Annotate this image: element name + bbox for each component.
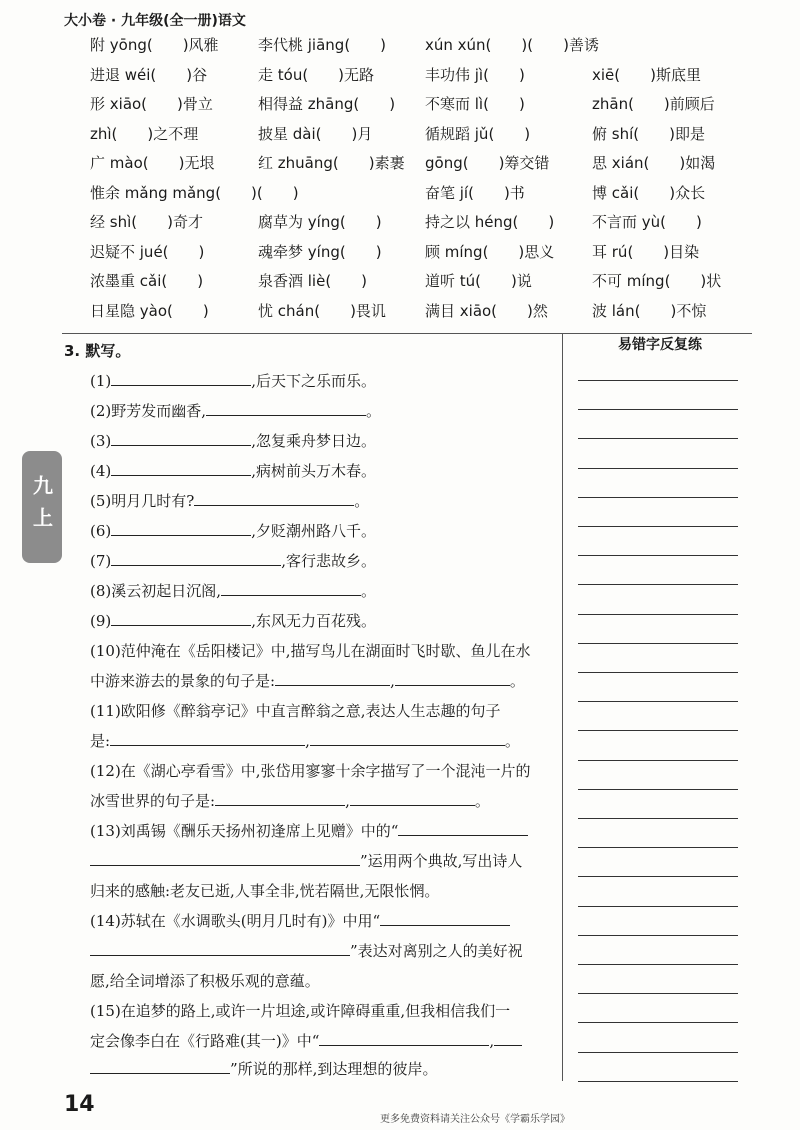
pinyin-item: 进退 wéi( )谷 — [90, 65, 208, 84]
q15-text: 定会像李白在《行路难(其一)》中“ — [90, 1032, 320, 1050]
practice-line[interactable] — [578, 584, 738, 585]
q9-blank[interactable] — [111, 611, 251, 626]
question-15-line3 — [90, 1058, 437, 1079]
page-number: 14 — [64, 1092, 95, 1117]
q13-text: (13)刘禹锡《酬乐天扬州初逢席上见赠》中的“ — [90, 822, 399, 840]
q11-text: 是: — [90, 732, 111, 750]
question-13-line3: 归来的感触:老友已逝,人事全非,恍若隔世,无限怅惘。 — [90, 882, 440, 900]
practice-line[interactable] — [578, 643, 738, 644]
q4-blank[interactable] — [111, 461, 251, 476]
q12-blank-2[interactable] — [350, 791, 475, 806]
practice-line[interactable] — [578, 614, 738, 615]
q9-text: ,东风无力百花残。 — [251, 612, 377, 630]
question-15-line2 — [90, 1030, 522, 1051]
q15-blank-1[interactable] — [319, 1031, 489, 1046]
pinyin-item: 循规蹈 jǔ( ) — [425, 124, 531, 143]
q14-text: (14)苏轼在《水调歌头(明月几时有)》中用“ — [90, 912, 381, 930]
question-14-line3: 愿,给全词增添了积极乐观的意蕴。 — [90, 972, 320, 990]
q4-text: ,病树前头万木春。 — [251, 462, 377, 480]
q15-text-2: ”所说的那样,到达理想的彼岸。 — [230, 1060, 438, 1078]
q10-blank-1[interactable] — [275, 671, 390, 686]
question-14-line1 — [90, 910, 510, 931]
pinyin-item: 形 xiāo( )骨立 — [90, 95, 213, 113]
question-13-line1 — [90, 820, 528, 841]
pinyin-item: gōng( )筹交错 — [425, 154, 550, 172]
practice-line[interactable] — [578, 847, 738, 848]
pinyin-item: xiē( )斯底里 — [592, 65, 701, 84]
q2-blank[interactable] — [206, 401, 366, 416]
pinyin-item: 附 yōng( )风雅 — [90, 36, 219, 54]
pinyin-item: 顾 míng( )思义 — [425, 242, 555, 261]
pinyin-item: 思 xián( )如渴 — [592, 154, 716, 172]
question-7 — [90, 550, 376, 571]
question-10-line1: (10)范仲淹在《岳阳楼记》中,描写鸟儿在湖面时飞时歇、鱼儿在水 — [90, 642, 531, 660]
q9-num: (9) — [90, 612, 112, 630]
q15-blank-2b[interactable] — [90, 1059, 230, 1074]
practice-line[interactable] — [578, 906, 738, 907]
q15-sep: , — [489, 1032, 495, 1050]
pinyin-item: 丰功伟 jì( ) — [425, 65, 525, 84]
q14-blank-2[interactable] — [90, 941, 350, 956]
question-4 — [90, 460, 376, 481]
q3-num: (3) — [90, 432, 112, 450]
pinyin-exercise-grid — [0, 0, 800, 330]
pinyin-item: 迟疑不 jué( ) — [90, 242, 205, 261]
q7-blank[interactable] — [111, 551, 281, 566]
q11-blank-1[interactable] — [110, 731, 305, 746]
pinyin-item: 奋笔 jí( )书 — [425, 183, 525, 202]
pinyin-item: 魂牵梦 yíng( ) — [258, 242, 382, 261]
q15-blank-2a[interactable] — [494, 1031, 522, 1046]
practice-line[interactable] — [578, 555, 738, 556]
practice-line[interactable] — [578, 1022, 738, 1023]
question-8 — [90, 580, 376, 601]
pinyin-item: 广 mào( )无垠 — [90, 154, 215, 172]
q10-blank-2[interactable] — [395, 671, 510, 686]
pinyin-item: 日星隐 yào( ) — [90, 301, 209, 320]
question-15-line1: (15)在追梦的路上,或许一片坦途,或许障碍重重,但我相信我们一 — [90, 1002, 511, 1020]
q6-blank[interactable] — [111, 521, 251, 536]
pinyin-item: 披星 dài( )月 — [258, 124, 373, 143]
pinyin-item: zhān( )前顾后 — [592, 95, 715, 113]
pinyin-item: 波 lán( )不惊 — [592, 301, 707, 320]
book-title: 大小卷 · 九年级(全一册)语文 — [64, 13, 246, 29]
practice-line[interactable] — [578, 993, 738, 994]
pinyin-item: xún xún( )( )善诱 — [425, 36, 599, 54]
q3-blank[interactable] — [111, 431, 251, 446]
pinyin-item: 忧 chán( )畏讥 — [258, 301, 386, 320]
pinyin-item: 不可 míng( )状 — [592, 272, 722, 290]
q3-text: ,忽复乘舟梦日边。 — [251, 432, 377, 450]
pinyin-item: 腐草为 yíng( ) — [258, 213, 382, 231]
q1-num: (1) — [90, 372, 112, 390]
q12-sep: , — [345, 792, 350, 810]
q11-sep: , — [305, 732, 310, 750]
pinyin-item: 博 cǎi( )众长 — [592, 183, 706, 202]
pinyin-item: 俯 shí( )即是 — [592, 124, 705, 143]
pinyin-item: 道听 tú( )说 — [425, 272, 532, 290]
q10-sep: , — [390, 672, 395, 690]
practice-line[interactable] — [578, 438, 738, 439]
practice-line[interactable] — [578, 935, 738, 936]
pinyin-item: 经 shì( )奇才 — [90, 213, 203, 231]
pinyin-item: 红 zhuāng( )素裹 — [258, 154, 405, 172]
question-3 — [90, 430, 376, 451]
practice-line[interactable] — [578, 380, 738, 381]
practice-line[interactable] — [578, 701, 738, 702]
q4-num: (4) — [90, 462, 112, 480]
q5-blank[interactable] — [194, 491, 354, 506]
q10-end: 。 — [509, 672, 525, 690]
question-11-line2 — [90, 730, 520, 751]
grade-side-tab — [22, 451, 62, 563]
column-divider — [562, 333, 563, 1081]
pinyin-item: 持之以 héng( ) — [425, 213, 555, 231]
q8-blank[interactable] — [221, 581, 361, 596]
q2-text: (2)野芳发而幽香, — [90, 402, 207, 420]
q12-end: 。 — [474, 792, 490, 810]
q6-text: ,夕贬潮州路八千。 — [251, 522, 377, 540]
practice-line[interactable] — [578, 526, 738, 527]
q6-num: (6) — [90, 522, 112, 540]
practice-column-title: 易错字反复练 — [618, 337, 702, 353]
q5-end: 。 — [354, 492, 370, 510]
pinyin-item: 相得益 zhāng( ) — [258, 95, 396, 113]
q13-blank-1[interactable] — [398, 821, 528, 836]
practice-line[interactable] — [578, 964, 738, 965]
q5-text: (5)明月几时有? — [90, 492, 195, 510]
practice-line[interactable] — [578, 468, 738, 469]
q8-text: (8)溪云初起日沉阁, — [90, 582, 222, 600]
practice-line[interactable] — [578, 409, 738, 410]
practice-line[interactable] — [578, 818, 738, 819]
practice-line[interactable] — [578, 1081, 738, 1082]
practice-line[interactable] — [578, 497, 738, 498]
practice-line[interactable] — [578, 789, 738, 790]
practice-lines — [578, 350, 738, 1090]
question-11-line1: (11)欧阳修《醉翁亭记》中直言醉翁之意,表达人生志趣的句子 — [90, 702, 501, 720]
question-12-line1: (12)在《湖心亭看雪》中,张岱用寥寥十余字描写了一个混沌一片的 — [90, 762, 531, 780]
pinyin-item: 不寒而 lì( ) — [425, 95, 525, 113]
question-1 — [90, 370, 376, 391]
pinyin-item: 泉香酒 liè( ) — [258, 272, 368, 290]
practice-line[interactable] — [578, 876, 738, 877]
q13-text-2: ”运用两个典故,写出诗人 — [360, 852, 523, 870]
pinyin-item: 惟余 mǎng mǎng( )( ) — [90, 183, 299, 202]
question-5 — [90, 490, 369, 511]
practice-line[interactable] — [578, 730, 738, 731]
q11-blank-2[interactable] — [310, 731, 505, 746]
practice-line[interactable] — [578, 1052, 738, 1053]
q1-blank[interactable] — [111, 371, 251, 386]
q8-end: 。 — [361, 582, 377, 600]
question-10-line2 — [90, 670, 525, 691]
practice-line[interactable] — [578, 672, 738, 673]
q12-text: 冰雪世界的句子是: — [90, 792, 216, 810]
q13-blank-2[interactable] — [90, 851, 360, 866]
pinyin-item: 不言而 yù( ) — [592, 213, 702, 231]
practice-line[interactable] — [578, 760, 738, 761]
question-12-line2 — [90, 790, 490, 811]
q7-text: ,客行悲故乡。 — [281, 552, 377, 570]
q10-text: 中游来游去的景象的句子是: — [90, 672, 276, 690]
question-2 — [90, 400, 381, 421]
q14-blank-1[interactable] — [380, 911, 510, 926]
q11-end: 。 — [504, 732, 520, 750]
question-14-line2 — [90, 940, 523, 961]
question-6 — [90, 520, 376, 541]
q1-text: ,后天下之乐而乐。 — [251, 372, 377, 390]
footer-note: 更多免费资料请关注公众号《学霸乐学园》 — [380, 1114, 570, 1125]
pinyin-item: 走 tóu( )无路 — [258, 65, 375, 84]
pinyin-item: 浓墨重 cǎi( ) — [90, 272, 204, 290]
pinyin-item: 满目 xiāo( )然 — [425, 301, 548, 320]
q14-text-2: ”表达对离别之人的美好祝 — [350, 942, 523, 960]
q2-end: 。 — [366, 402, 382, 420]
q7-num: (7) — [90, 552, 112, 570]
grade-side-tab-label: 九上 — [29, 475, 54, 539]
pinyin-item: 耳 rú( )目染 — [592, 242, 700, 261]
pinyin-item: zhì( )之不理 — [90, 124, 199, 143]
question-13-line2 — [90, 850, 522, 871]
pinyin-item: 李代桃 jiāng( ) — [258, 36, 387, 54]
question-9 — [90, 610, 376, 631]
q12-blank-1[interactable] — [215, 791, 345, 806]
section-3-title: 3. 默写。 — [64, 342, 131, 360]
